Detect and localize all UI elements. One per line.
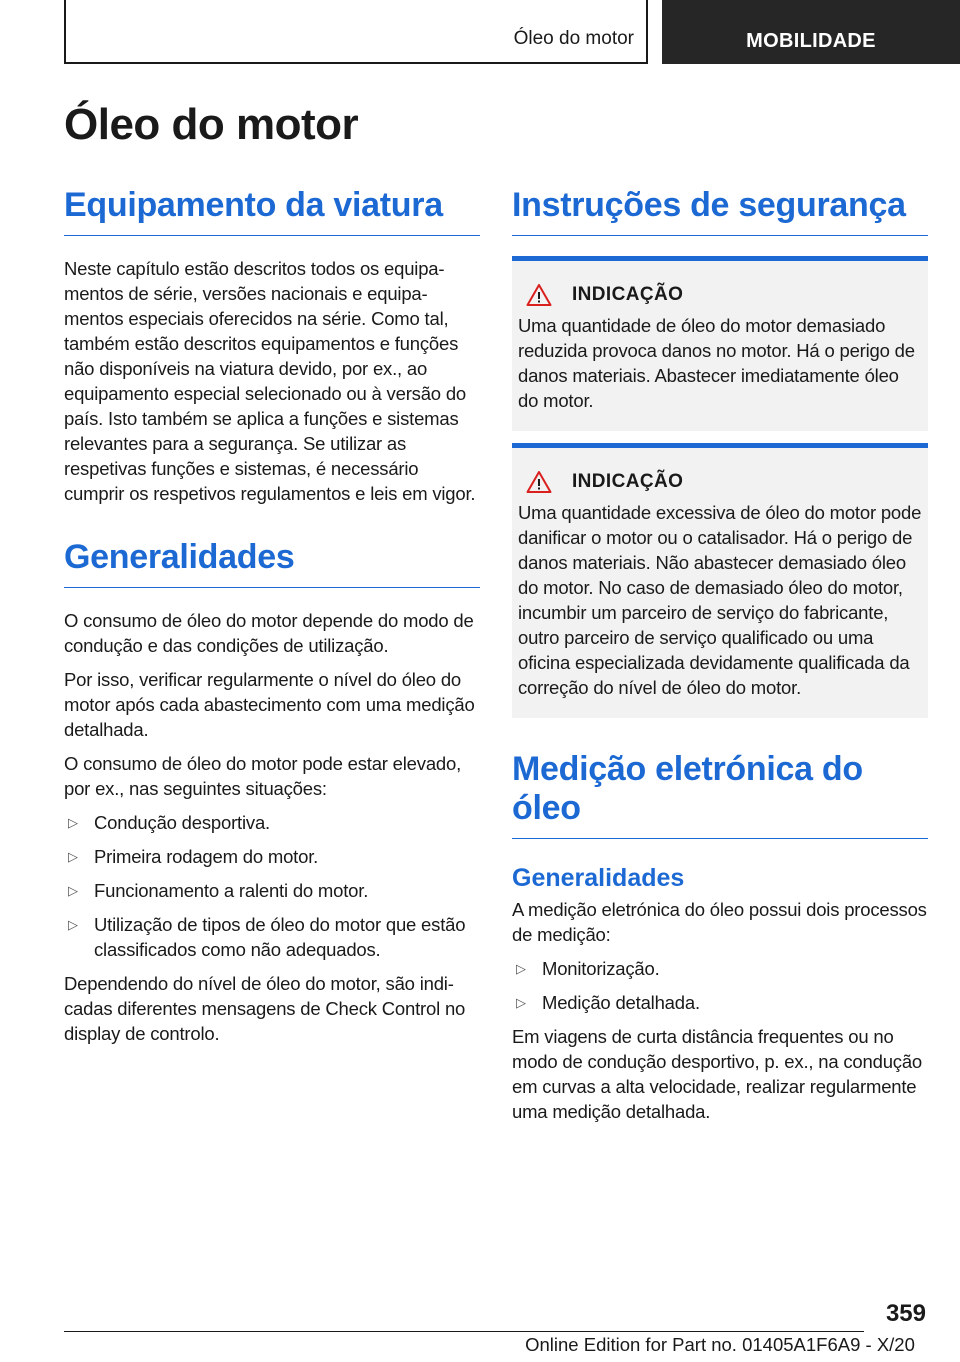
notice-text: Uma quantidade de óleo do motor demasiado reduzida provoca danos no motor. Há o perigo de danos materiais. Abastecer imediatamente óleo do motor. (518, 315, 915, 412)
header-section-box (64, 0, 648, 64)
list-item-text: Primeira rodagem do motor. (94, 846, 319, 868)
notice-box (512, 256, 928, 431)
section-heading-equipment: Equipamento da viatura (64, 186, 480, 236)
list-item (64, 878, 480, 903)
header-chapter-tab (662, 0, 960, 64)
subsection-heading-general: Generalidades (512, 864, 685, 893)
measurement-paragraph-2: Em viagens de curta distância frequentes ou no modo de condução desportivo, p. ex., na condução em curvas a alta velocidade, realizar regularmente uma medição detalhada. (512, 1026, 923, 1123)
triangle-right-icon: ▷ (516, 995, 526, 1011)
header-section-label: Óleo do motor (513, 28, 634, 49)
general-paragraph-3: O consumo de óleo do motor pode estar elevado, por ex., nas seguintes situações: (64, 753, 462, 800)
general-paragraph-2: Por isso, verificar regularmente o nível do óleo do motor após cada abastecimento com uma medição detalhada. (64, 669, 475, 741)
header-chapter-label: MOBILIDADE (746, 29, 876, 52)
list-item (64, 844, 480, 869)
warning-triangle-icon (526, 283, 552, 307)
equipment-text: Neste capítulo estão descritos todos os equipamentos de série, versões nacionais e equipamentos especiais oferecidos na série. Como tal, também estão descritos equipamentos e funções não disponíveis na viatura devido, por ex., ao equipamento especial selecionado ou à versão do país. Isto também se aplica a funções e sistemas relevantes para a segurança. Se utilizar as respetivas funções e sistemas, é necessário cumprir os respetivos regulamentos e leis em vigor. (64, 258, 476, 505)
footer-edition: Online Edition for Part no. 01405A1F6A9 - X/20 (525, 1334, 915, 1355)
list-item (512, 990, 928, 1015)
right-column (512, 186, 928, 1133)
notice-box (512, 443, 928, 718)
triangle-right-icon: ▷ (68, 815, 78, 831)
list-item (512, 956, 928, 981)
page-title: Óleo do motor (64, 100, 359, 149)
page-number: 359 (885, 1300, 926, 1327)
section-heading-measurement: Medição eletrónica do óleo (512, 750, 928, 839)
list-item-text: Utilização de tipos de óleo do motor que estão classificados como não adequados. (94, 914, 466, 961)
triangle-right-icon: ▷ (68, 917, 78, 933)
triangle-right-icon: ▷ (516, 961, 526, 977)
section-heading-safety: Instruções de segurança (512, 186, 928, 236)
list-item (64, 810, 480, 835)
notice-header (526, 470, 922, 494)
situation-list (64, 810, 480, 962)
general-paragraph-4: Dependendo do nível de óleo do motor, são indicadas diferentes mensagens de Check Control no display de controlo. (64, 973, 466, 1045)
measurement-list (512, 956, 928, 1015)
list-item-text: Monitorização. (542, 958, 660, 980)
notice-header (526, 283, 922, 307)
notice-label: INDICAÇÃO (572, 284, 684, 306)
notice-label: INDICAÇÃO (572, 471, 684, 493)
left-column (64, 186, 480, 1055)
triangle-right-icon: ▷ (68, 883, 78, 899)
list-item-text: Condução desportiva. (94, 812, 270, 834)
section-heading-general: Generalidades (64, 538, 480, 588)
notice-text: Uma quantidade excessiva de óleo do motor pode danificar o motor ou o catalisador. Há o perigo de danos materiais. Não abastecer demasiado óleo do motor. No caso de demasiado óleo do motor, incumbir um parceiro de serviço do fabricante, outro parceiro de serviço qualificado ou uma oficina especializada devidamente qualificada da correção do nível de óleo do motor. (518, 502, 922, 699)
list-item-text: Medição detalhada. (542, 992, 700, 1014)
warning-triangle-icon (526, 470, 552, 494)
list-item-text: Funcionamento a ralenti do motor. (94, 880, 369, 902)
general-paragraph-1: O consumo de óleo do motor depende do modo de condução e das condições de utilização. (64, 610, 474, 657)
triangle-right-icon: ▷ (68, 849, 78, 865)
list-item (64, 912, 480, 962)
footer-divider (64, 1331, 864, 1332)
measurement-paragraph-1: A medição eletrónica do óleo possui dois processos de medição: (512, 899, 927, 946)
